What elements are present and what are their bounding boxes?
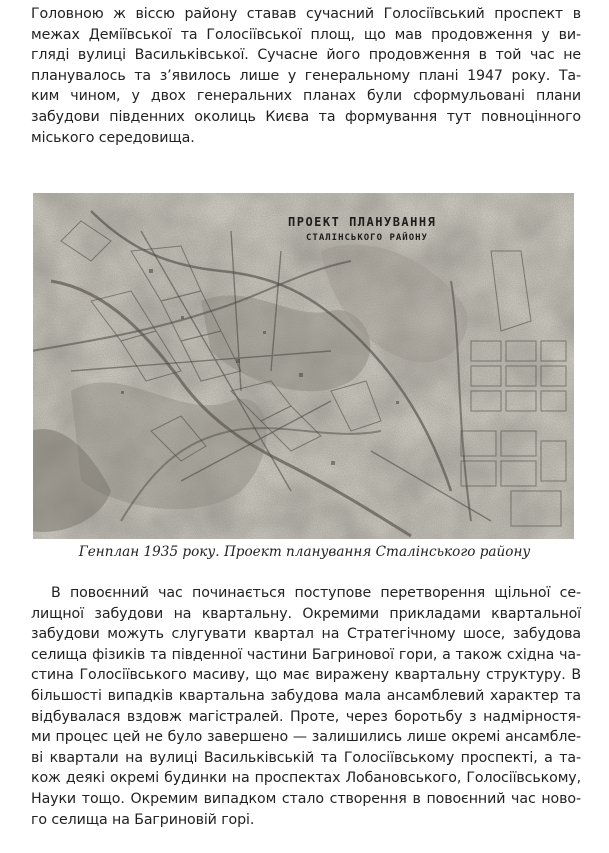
figure-caption: Генплан 1935 року. Проект планування Сталінського району xyxy=(78,544,531,560)
map-title: ПРОЕКТ ПЛАНУВАННЯ xyxy=(288,215,437,229)
text-line: стина Голосіївського масиву, що має виражену квартальну структуру. В xyxy=(31,667,581,684)
text-line: Науки тощо. Окремим випадком стало створення в повоєнний час ново- xyxy=(31,790,581,807)
text-line: більшості випадків квартальна забудова мала ансамблевий характер та xyxy=(31,687,581,704)
text-line: го селища на Багриновій горі. xyxy=(31,811,255,828)
text-line: міського середовища. xyxy=(31,129,195,146)
text-line: відбувалася вздовж магістралей. Проте, через боротьбу з надмірностя- xyxy=(31,708,581,725)
text-line: забудови можуть слугувати квартал на Стратегічному шосе, забудова xyxy=(31,626,581,643)
text-line: межах Деміївської та Голосіївської площ, що мав продовження у ви- xyxy=(31,26,581,43)
body-paragraph xyxy=(31,583,581,830)
intro-paragraph xyxy=(31,4,581,148)
text-line: кож деякі окремі будинки на проспектах Лобановського, Голосіївському, xyxy=(31,770,581,787)
text-line: селища фізиків та південної частини Багринової гори, а також східна ча- xyxy=(31,646,581,663)
text-line: ві квартали на вулиці Васильківській та Голосіївському проспекті, а та- xyxy=(31,749,581,766)
text-line: Головною ж віссю району ставав сучасний Голосіївський проспект в xyxy=(31,6,581,22)
text-line: ким чином, у двох генеральних планах були сформульовані плани xyxy=(31,88,581,105)
text-line: гляді вулиці Васильківської. Сучасне його продовження в той час не xyxy=(31,47,581,64)
text-line: ми процес цей не було завершено — залишились лише окремі ансамбле- xyxy=(31,729,581,746)
text-line: лищної забудови на квартальну. Окремими прикладами квартальної xyxy=(31,605,581,622)
text-line: В повоєнний час починається поступове перетворення щільної се- xyxy=(51,585,581,601)
text-line: забудови південних околиць Києва та формування тут повноцінного xyxy=(31,108,581,125)
text-line: планувалось та з’явилось лише у генеральному плані 1947 року. Та- xyxy=(31,67,581,84)
map-subtitle: СТАЛІНСЬКОГО РАЙОНУ xyxy=(306,233,428,243)
historic-plan-map-image xyxy=(31,191,576,541)
